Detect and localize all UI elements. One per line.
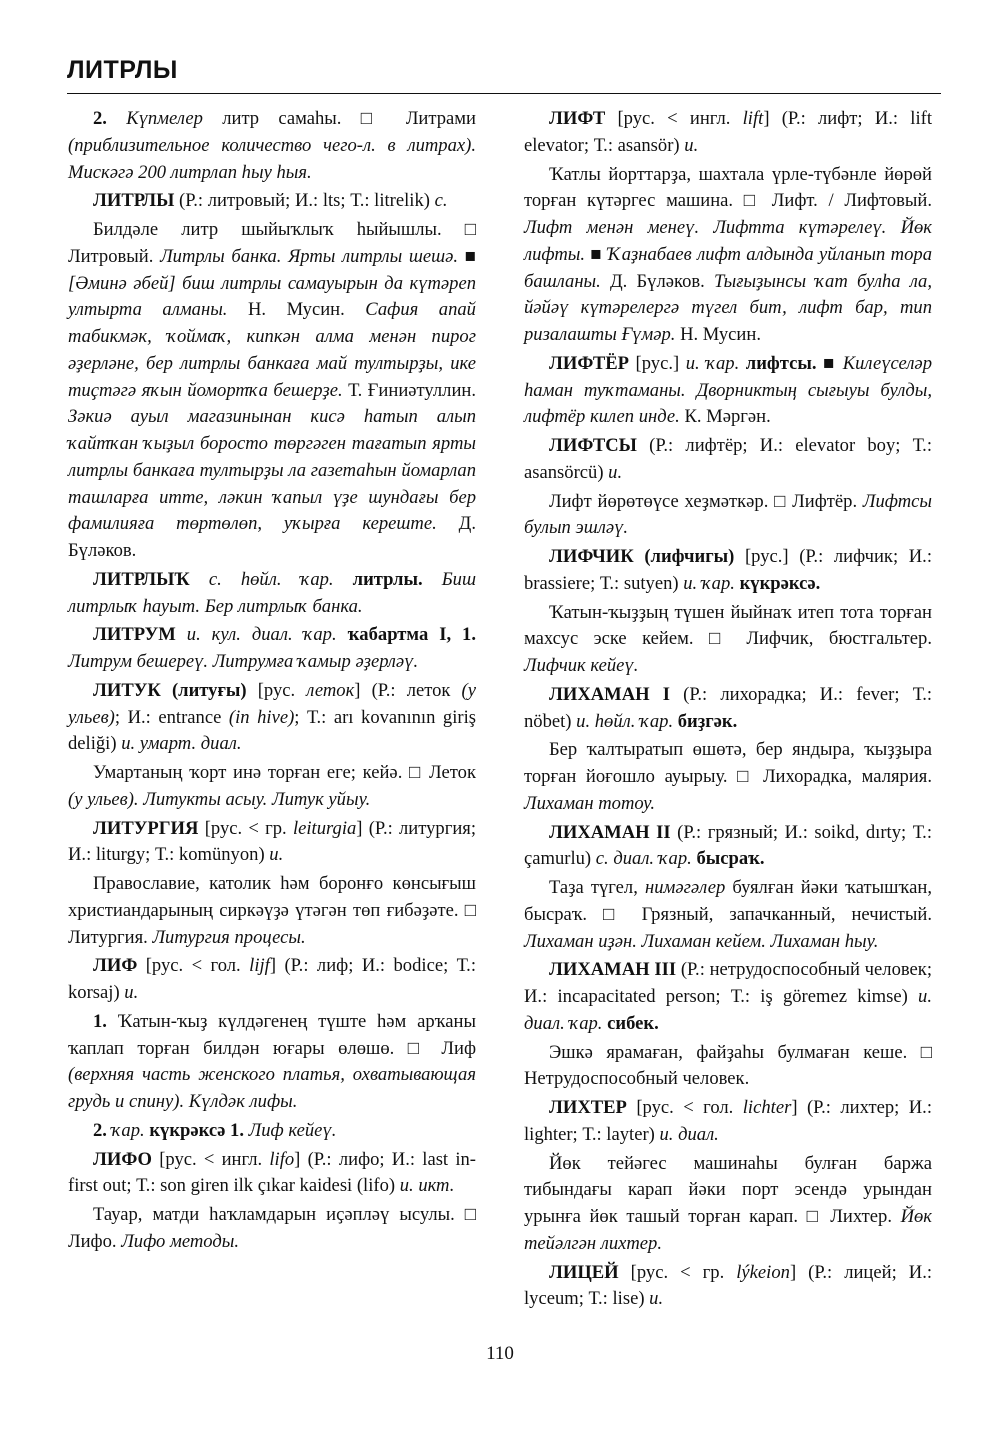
running-head: ЛИТРЛЫ [67,56,178,84]
dictionary-paragraph: ЛИЦЕЙ [рус. < гр. lýkeion] (Р.: лицей; И.: lyceum; Т.: lise) и. [524,1261,933,1310]
dictionary-paragraph: ЛИФТ [рус. < ингл. lift] (Р.: лифт; И.: lift elevator; Т.: asansör) и. [524,108,932,156]
right-column [524,106,932,1313]
dictionary-paragraph: ЛИФТЁР [рус.] и. ҡар. лифтсы. ■ Килеүселәр һаман туҡтаманы. Дворниктың сығыуы булды, лифтёр килеп инде. К. Мәргән. [524,352,932,428]
dictionary-paragraph: ЛИХАМАН III (Р.: нетрудоспособный человек; И.: incapacitated person; Т.: iş göremez kimse) и. диал. ҡар. сибек. [524,959,932,1034]
dictionary-paragraph: Йөк тейәгес машинаһы булған баржа тибындағы карап йәки порт эсендә урындан урынға йөк ташый торған карап. □ Лихтер. Йөк тейәлгән лихтер. [524,1152,932,1254]
dictionary-paragraph: Ҡатлы йорттарҙа, шахтала үрле-түбәнле йөрөй торған күтәргес машина. □ Лифт. / Лифтовый. Лифт менән менеү. Лифтта күтәрелеү. Йөк лифты. ■ Ҡаҙнабаев лифт алдында уйланып тора башланы. Д. Бүләков. Тығыҙынсы ҡат булһа ла, йәйәү күтәрелергә түгел бит, лифт бар, тип ризалашты Ғүмәр. Н. Мусин. [524,163,932,345]
dictionary-paragraph: Умартаның ҡорт инә торған еге; кейә. □ Леток (у ульев). Литукты асыу. Литук уйыу. [68,762,476,810]
dictionary-paragraph: ЛИТУК (литуғы) [рус. леток] (Р.: леток (у ульев); И.: entrance (in hive); Т.: arı kovanının giriş deliği) и. умарт. диал. [68,679,476,755]
dictionary-paragraph: 2. Күпмелер литр самаһы. □ Литрами (приблизительное количество чего-л. в литрах). Мискәгә 200 литрлап һыу һыя. [68,108,476,183]
dictionary-paragraph: Эшкә ярамаған, файҙаһы булмаған кеше. □ Нетрудоспособный человек. [524,1041,932,1090]
page-number: 110 [486,1343,514,1364]
dictionary-paragraph: Бер ҡалтыратып өшөтә, бер яндыра, ҡыҙҙыра торған йоғошло ауырыу. □ Лихорадка, малярия. Лихаман тотоу. [524,739,932,814]
dictionary-paragraph: Таҙа түгел, нимәгәлер буялған йәки ҡатышҡан, бысраҡ. □ Грязный, запачканный, нечистый. Лихаман иҙән. Лихаман кейем. Лихаман һыу. [524,877,932,952]
dictionary-paragraph: Православие, католик һәм боронғо көнсығыш христиандарының сиркәүҙә үтәгән төп ғибәҙәте. □ Литургия. Литургия процесы. [68,873,476,948]
dictionary-paragraph: ЛИТРУМ и. кул. диал. ҡар. ҡабартма I, 1. Литрум бешереү. Литрумға ҡамыр әҙерләү. [68,624,476,672]
dictionary-paragraph: Лифт йөрөтөүсе хеҙмәткәр. □ Лифтёр. Лифтсы булып эшләү. [524,490,932,539]
dictionary-paragraph: ЛИХАМАН I (Р.: лихорадка; И.: fever; Т.: nöbet) и. һөйл. ҡар. биҙгәк. [524,683,933,732]
dictionary-paragraph: ЛИТРЛЫ (Р.: литровый; И.: lts; Т.: litrelik) с. [93,190,448,212]
dictionary-paragraph: ЛИТРЛЫҠ с. һөйл. ҡар. литрлы. Биш литрлыҡ һауыт. Бер литрлыҡ банка. [68,568,476,617]
dictionary-paragraph: ЛИФЧИК (лифчигы) [рус.] (Р.: лифчик; И.: brassiere; Т.: sutyen) и. ҡар. күкрәксә. [524,546,932,594]
dictionary-paragraph: Тауар, матди һаҡламдарын иҫәплəү ысулы. □ Лифо. Лифо методы. [68,1204,476,1252]
dictionary-paragraph: ЛИФО [рус. < ингл. lifo] (Р.: лифо; И.: last in-first out; Т.: son giren ilk çıkar kaidesi (lifo) и. икт. [68,1148,476,1197]
dictionary-paragraph: ЛИТУРГИЯ [рус. < гр. leiturgia] (Р.: литургия; И.: liturgy; Т.: komünyon) и. [68,817,476,866]
dictionary-paragraph: ЛИХАМАН II (Р.: грязный; И.: soikd, dırty; Т.: çamurlu) с. диал. ҡар. бысраҡ. [524,821,932,870]
left-column [68,106,476,1256]
dictionary-paragraph: Билдәле литр шыйыҡлыҡ һыйышлы. □ Литровый. Литрлы банка. Ярты литрлы шешә. ■ [Әминә әбей] биш литрлы самауырын да күтәреп ултырта алманы. Н. Мусин. Сафия апай табикмәк, ҡоймаҡ, кипкән алма менән пирог әҙерләне, бер литрлы банкаға май тултырҙы, ике тиҫтәгә яҡын йомортҡа бешерҙе. Т. Ғиниәтуллин. Зәкиә ауыл магазинынан кисә һатып алып ҡайтҡан ҡыҙыл боросто төргәген тағатып ярты литрлы банкаға тултырҙы ла газетаһын йомарлап ташларға итте, ләкин ҡапыл үҙе шундағы бер фамилияға төртөлөп, уҡырға кереште. Д. Бүләков. [68,219,476,561]
dictionary-paragraph: ЛИФ [рус. < гол. lijf] (Р.: лиф; И.: bodice; Т.: korsaj) и. [68,955,476,1003]
dictionary-paragraph: 2. ҡар. күкрәксә 1. Лиф кейеү. [93,1119,337,1141]
dictionary-paragraph: Ҡатын-ҡыҙҙың түшен йыйнаҡ итеп тота торған махсус эске кейем. □ Лифчик, бюстгальтер. Лифчик кейеү. [524,601,932,676]
dictionary-paragraph: ЛИХТЕР [рус. < гол. lichter] (Р.: лихтер; И.: lighter; Т.: layter) и. диал. [524,1097,932,1145]
header-rule [67,93,941,94]
dictionary-paragraph: ЛИФТСЫ (Р.: лифтёр; И.: elevator boy; Т.: asansörcü) и. [524,435,932,483]
dictionary-paragraph: 1. Ҡатын-ҡыҙ күлдәгенең түште һәм арҡаны ҡаплап торған билдән юғары өлөшө. □ Лиф (верхняя часть женского платья, охватывающая грудь и спину). Күлдәк лифы. [68,1010,476,1112]
